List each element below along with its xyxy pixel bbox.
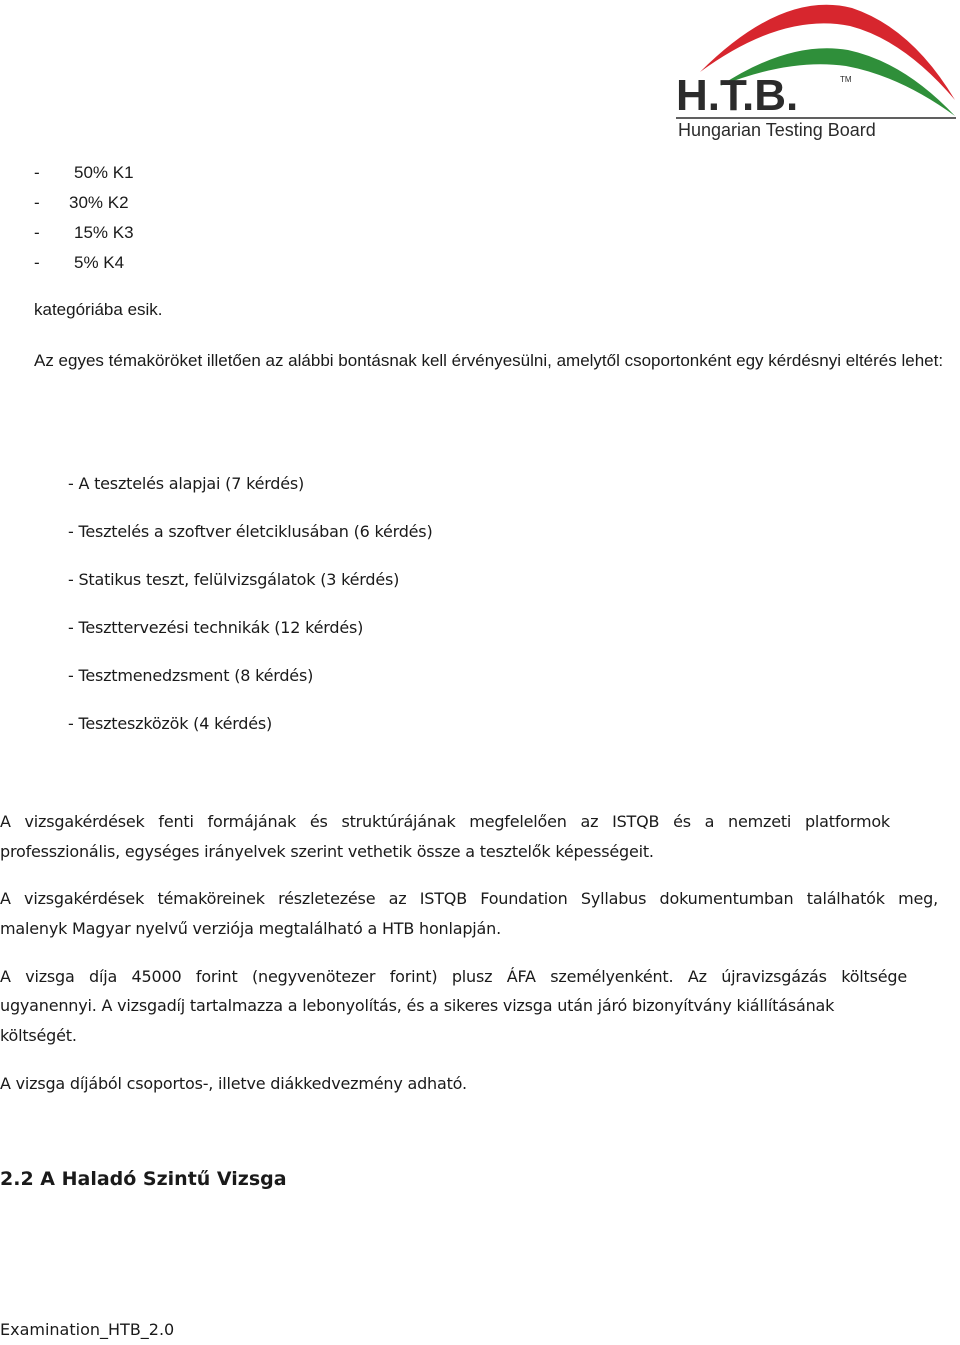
topic-item: - A tesztelés alapjai (7 kérdés) <box>68 474 305 493</box>
htb-logo <box>672 0 960 145</box>
category-text: kategóriába esik. <box>34 300 163 319</box>
logo-subtitle: Hungarian Testing Board <box>678 120 876 140</box>
paragraph-syllabus-line1: A vizsgakérdések témaköreinek részletezése az ISTQB Foundation Syllabus dokumentumban találhatók meg, <box>0 889 938 908</box>
paragraph-syllabus-line2: malenyk Magyar nyelvű verziója megtalálható a HTB honlapján. <box>0 919 501 938</box>
percent-value: 5% K4 <box>74 253 125 272</box>
paragraph-structure-line1: A vizsgakérdések fenti formájának és struktúrájának megfelelően az ISTQB és a nemzeti platformok <box>0 812 890 831</box>
logo-main-text: H.T.B. <box>676 71 799 120</box>
topic-item: - Tesztelés a szoftver életciklusában (6 kérdés) <box>68 522 433 541</box>
paragraph-fee-line1: A vizsga díja 45000 forint (negyvenötezer forint) plusz ÁFA személyenként. Az újravizsgázás költsége <box>0 967 907 986</box>
paragraph-fee-line2: ugyanennyi. A vizsgadíj tartalmazza a lebonyolítás, és a sikeres vizsga után járó bizonyítvány kiállításának <box>0 996 835 1015</box>
percent-value: 15% K3 <box>74 223 134 242</box>
intro-paragraph: Az egyes témaköröket illetően az alábbi bontásnak kell érvényesülni, amelytől csoportonként egy kérdésnyi eltérés lehet: <box>34 351 944 370</box>
paragraph-structure-line2: professzionális, egységes irányelvek szerint vethetik össze a tesztelők képességeit. <box>0 842 654 861</box>
htb-logo-graphic <box>672 0 960 145</box>
paragraph-fee-line3: költségét. <box>0 1026 77 1045</box>
topic-item: - Teszttervezési technikák (12 kérdés) <box>68 618 364 637</box>
percent-value: 30% K2 <box>69 193 129 212</box>
section-heading: 2.2 A Haladó Szintű Vizsga <box>0 1168 287 1190</box>
topic-item: - Tesztmenedzsment (8 kérdés) <box>68 666 314 685</box>
topic-item: - Teszteszközök (4 kérdés) <box>68 714 273 733</box>
topic-item: - Statikus teszt, felülvizsgálatok (3 kérdés) <box>68 570 400 589</box>
percent-value: 50% K1 <box>74 163 134 182</box>
logo-tm: TM <box>840 75 852 84</box>
page-footer: Examination_HTB_2.0 <box>0 1320 175 1339</box>
paragraph-discount: A vizsga díjából csoportos-, illetve diákkedvezmény adható. <box>0 1074 467 1093</box>
